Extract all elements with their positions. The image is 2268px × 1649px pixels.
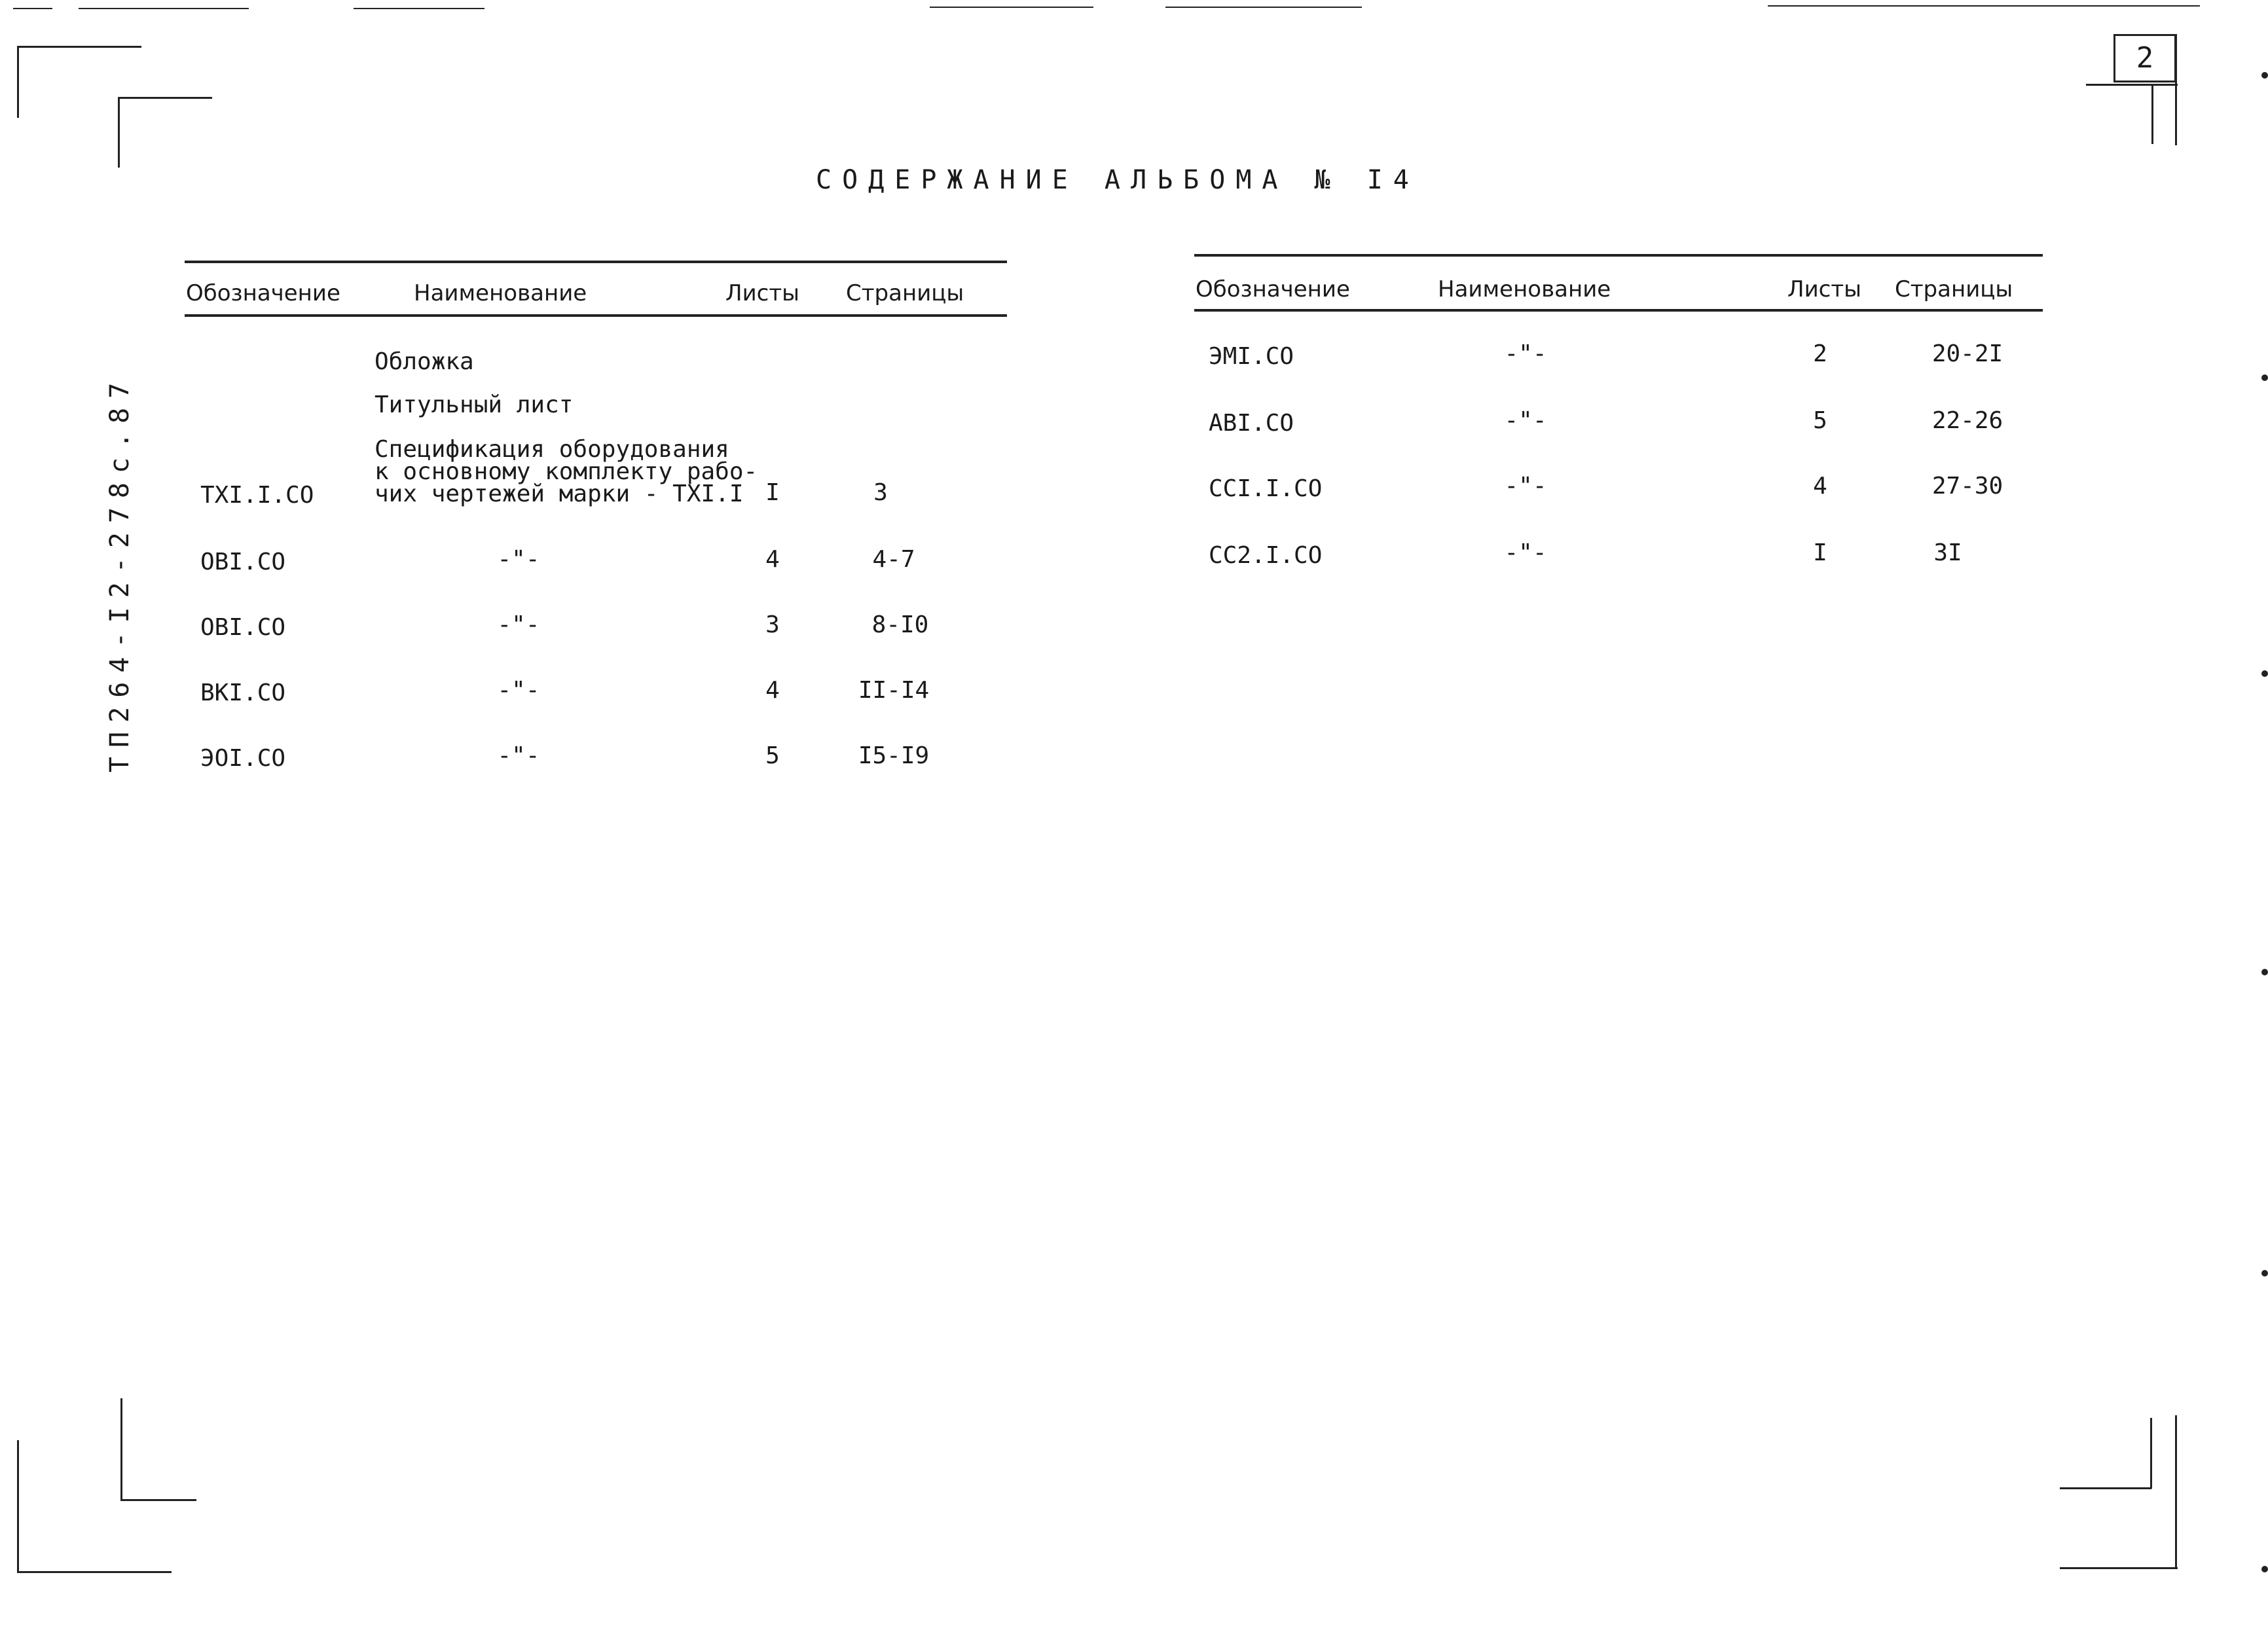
row-pages: 4-7 xyxy=(872,546,915,573)
crop-mark-bottom-right-inner xyxy=(2060,1487,2151,1489)
binder-dot xyxy=(2261,969,2268,975)
page-title: СОДЕРЖАНИЕ АЛЬБОМА № I4 xyxy=(816,165,1419,195)
table-top-rule xyxy=(1194,254,2043,257)
crop-mark-top-left-inner xyxy=(118,97,212,99)
row-sheets: I xyxy=(1813,539,1827,566)
crop-mark-bottom-left-inner xyxy=(120,1499,196,1501)
spec-name: Спецификация оборудования к основному комплекту рабо- чих чертежей марки - TXI.I xyxy=(375,436,758,507)
header-pages: Страницы xyxy=(846,280,964,306)
row-sheets: 5 xyxy=(1813,407,1827,434)
crop-mark-top-left-inner xyxy=(118,97,120,168)
page-number: 2 xyxy=(2113,34,2176,82)
crop-mark-bottom-left-inner xyxy=(120,1398,122,1500)
scan-mark xyxy=(1768,5,2200,7)
row-pages: II-I4 xyxy=(858,677,930,704)
binder-dot xyxy=(2261,374,2268,381)
crop-mark-bottom-right xyxy=(2175,1415,2177,1568)
row-pages: 3I xyxy=(1933,539,1962,566)
row-designation: BKI.CO xyxy=(200,680,286,706)
table-top-rule xyxy=(185,261,1007,263)
row-name: -"- xyxy=(1504,407,1547,434)
scan-mark xyxy=(79,8,249,9)
row-pages: 8-I0 xyxy=(871,611,929,638)
row-sheets: 4 xyxy=(1813,473,1827,499)
row-designation: CC2.I.CO xyxy=(1209,542,1323,569)
crop-mark-bottom-right xyxy=(2060,1567,2178,1569)
row-designation: OBI.CO xyxy=(200,614,286,641)
header-name: Наименование xyxy=(414,280,587,306)
header-bottom-rule xyxy=(185,314,1007,317)
list-item-cover: Обложка xyxy=(375,348,474,375)
list-item-title-sheet: Титульный лист xyxy=(375,391,574,418)
scan-mark xyxy=(13,8,52,9)
row-name: -"- xyxy=(497,611,540,638)
header-bottom-rule xyxy=(1194,309,2043,312)
row-pages: 20-2I xyxy=(1931,340,2003,367)
scan-mark xyxy=(1165,7,1362,8)
row-pages: 22-26 xyxy=(1931,407,2003,434)
row-pages: I5-I9 xyxy=(858,742,930,769)
scan-mark xyxy=(354,8,485,9)
header-designation: Обозначение xyxy=(1196,276,1350,302)
row-name: -"- xyxy=(497,546,540,573)
row-name: -"- xyxy=(1504,340,1547,367)
row-sheets: 4 xyxy=(765,546,780,573)
header-name: Наименование xyxy=(1438,276,1611,302)
binder-dot xyxy=(2261,670,2268,677)
crop-mark-top-left xyxy=(17,46,19,118)
scan-mark xyxy=(930,7,1093,8)
row-designation: CCI.I.CO xyxy=(1209,475,1323,502)
row-name: -"- xyxy=(1504,539,1547,566)
spec-sheets: I xyxy=(765,479,780,506)
crop-mark-top-right xyxy=(2151,84,2153,144)
binder-dot xyxy=(2261,1270,2268,1277)
row-sheets: 3 xyxy=(765,611,780,638)
crop-mark-top-left xyxy=(17,46,141,48)
header-pages: Страницы xyxy=(1895,276,2013,302)
row-sheets: 5 xyxy=(765,742,780,769)
row-name: -"- xyxy=(1504,473,1547,499)
row-name: -"- xyxy=(497,677,540,704)
crop-mark-bottom-right-inner xyxy=(2150,1418,2152,1489)
spec-pages: 3 xyxy=(873,479,888,506)
binder-dot xyxy=(2261,72,2268,79)
header-sheets: Листы xyxy=(1787,276,1862,302)
row-designation: OBI.CO xyxy=(200,549,286,575)
crop-mark-top-right xyxy=(2086,84,2178,86)
spec-designation: TXI.I.CO xyxy=(200,482,314,509)
crop-mark-bottom-left xyxy=(17,1571,172,1573)
header-designation: Обозначение xyxy=(186,280,340,306)
row-designation: ЭMI.CO xyxy=(1209,343,1294,370)
row-sheets: 4 xyxy=(765,677,780,704)
row-sheets: 2 xyxy=(1813,340,1827,367)
header-sheets: Листы xyxy=(725,280,800,306)
row-designation: ABI.CO xyxy=(1209,410,1294,437)
binder-dot xyxy=(2261,1566,2268,1572)
document-code-stamp: ТП264-I2-278с.87 xyxy=(105,373,135,772)
row-pages: 27-30 xyxy=(1931,473,2003,499)
row-designation: ЭOI.CO xyxy=(200,745,286,772)
crop-mark-bottom-left xyxy=(17,1440,19,1571)
row-name: -"- xyxy=(497,742,540,769)
